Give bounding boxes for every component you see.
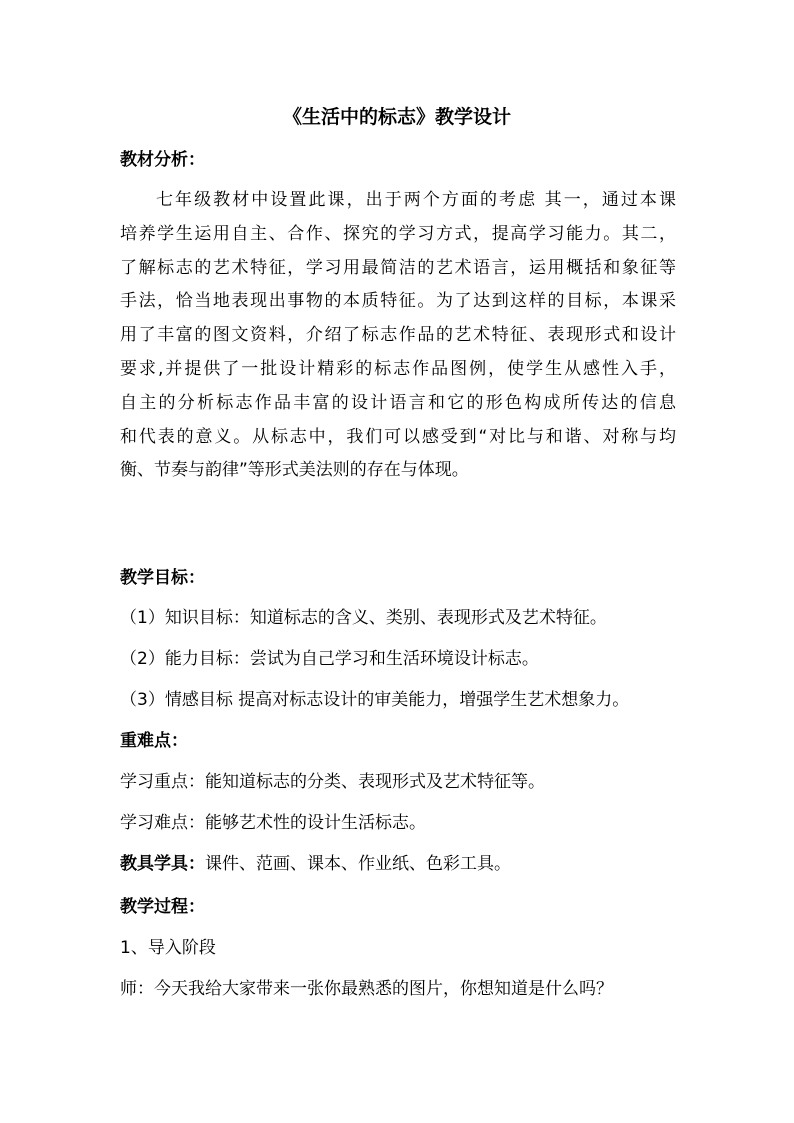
teacher-line: 师：今天我给大家带来一张你最熟悉的图片，你想知道是什么吗？ (120, 979, 613, 999)
paragraph-line: 手法，恰当地表现出事物的本质特征。为了达到这样的目标，本课采 (120, 291, 676, 312)
analysis-heading: 教材分析： (120, 150, 205, 170)
document-title: 《生活中的标志》教学设计 (282, 106, 511, 128)
analysis-paragraph (120, 184, 676, 488)
paragraph-line: 衡、节奏与韵律”等形式美法则的存在与体现。 (120, 460, 469, 481)
paragraph-line: 用了丰富的图文资料，介绍了标志作品的艺术特征、表现形式和设计 (120, 325, 676, 346)
paragraph-line: 了解标志的艺术特征，学习用最简洁的艺术语言，运用概括和象征等 (120, 257, 676, 278)
paragraph-line: 和代表的意义。从标志中，我们可以感受到“对比与和谐、对称与均 (120, 426, 676, 447)
goal-knowledge: （1）知识目标：知道标志的含义、类别、表现形式及艺术特征。 (120, 608, 607, 628)
key-point: 学习重点：能知道标志的分类、表现形式及艺术特征等。 (120, 772, 545, 792)
tools-line (120, 849, 511, 879)
key-points-heading: 重难点： (120, 731, 188, 751)
goals-heading: 教学目标： (120, 568, 205, 588)
paragraph-line: 培养学生运用自主、合作、探究的学习方式，提高学习能力。其二， (120, 223, 676, 244)
paragraph-line: 要求,并提供了一批设计精彩的标志作品图例，使学生从感性入手， (120, 358, 676, 379)
tools-text: 课件、范画、课本、作业纸、色彩工具。 (205, 854, 511, 874)
tools-label: 教具学具： (120, 854, 205, 874)
paragraph-line: 自主的分析标志作品丰富的设计语言和它的形色构成所传达的信息 (120, 392, 676, 413)
step-intro: 1、导入阶段 (120, 938, 216, 958)
process-heading: 教学过程： (120, 897, 205, 917)
paragraph-line: 七年级教材中设置此课，出于两个方面的考虑 其一，通过本课 (156, 190, 676, 210)
difficult-point: 学习难点：能够艺术性的设计生活标志。 (120, 813, 426, 833)
goal-emotion: （3）情感目标 提高对标志设计的审美能力，增强学生艺术想象力。 (120, 690, 630, 710)
goal-ability: （2）能力目标：尝试为自己学习和生活环境设计标志。 (120, 649, 539, 669)
